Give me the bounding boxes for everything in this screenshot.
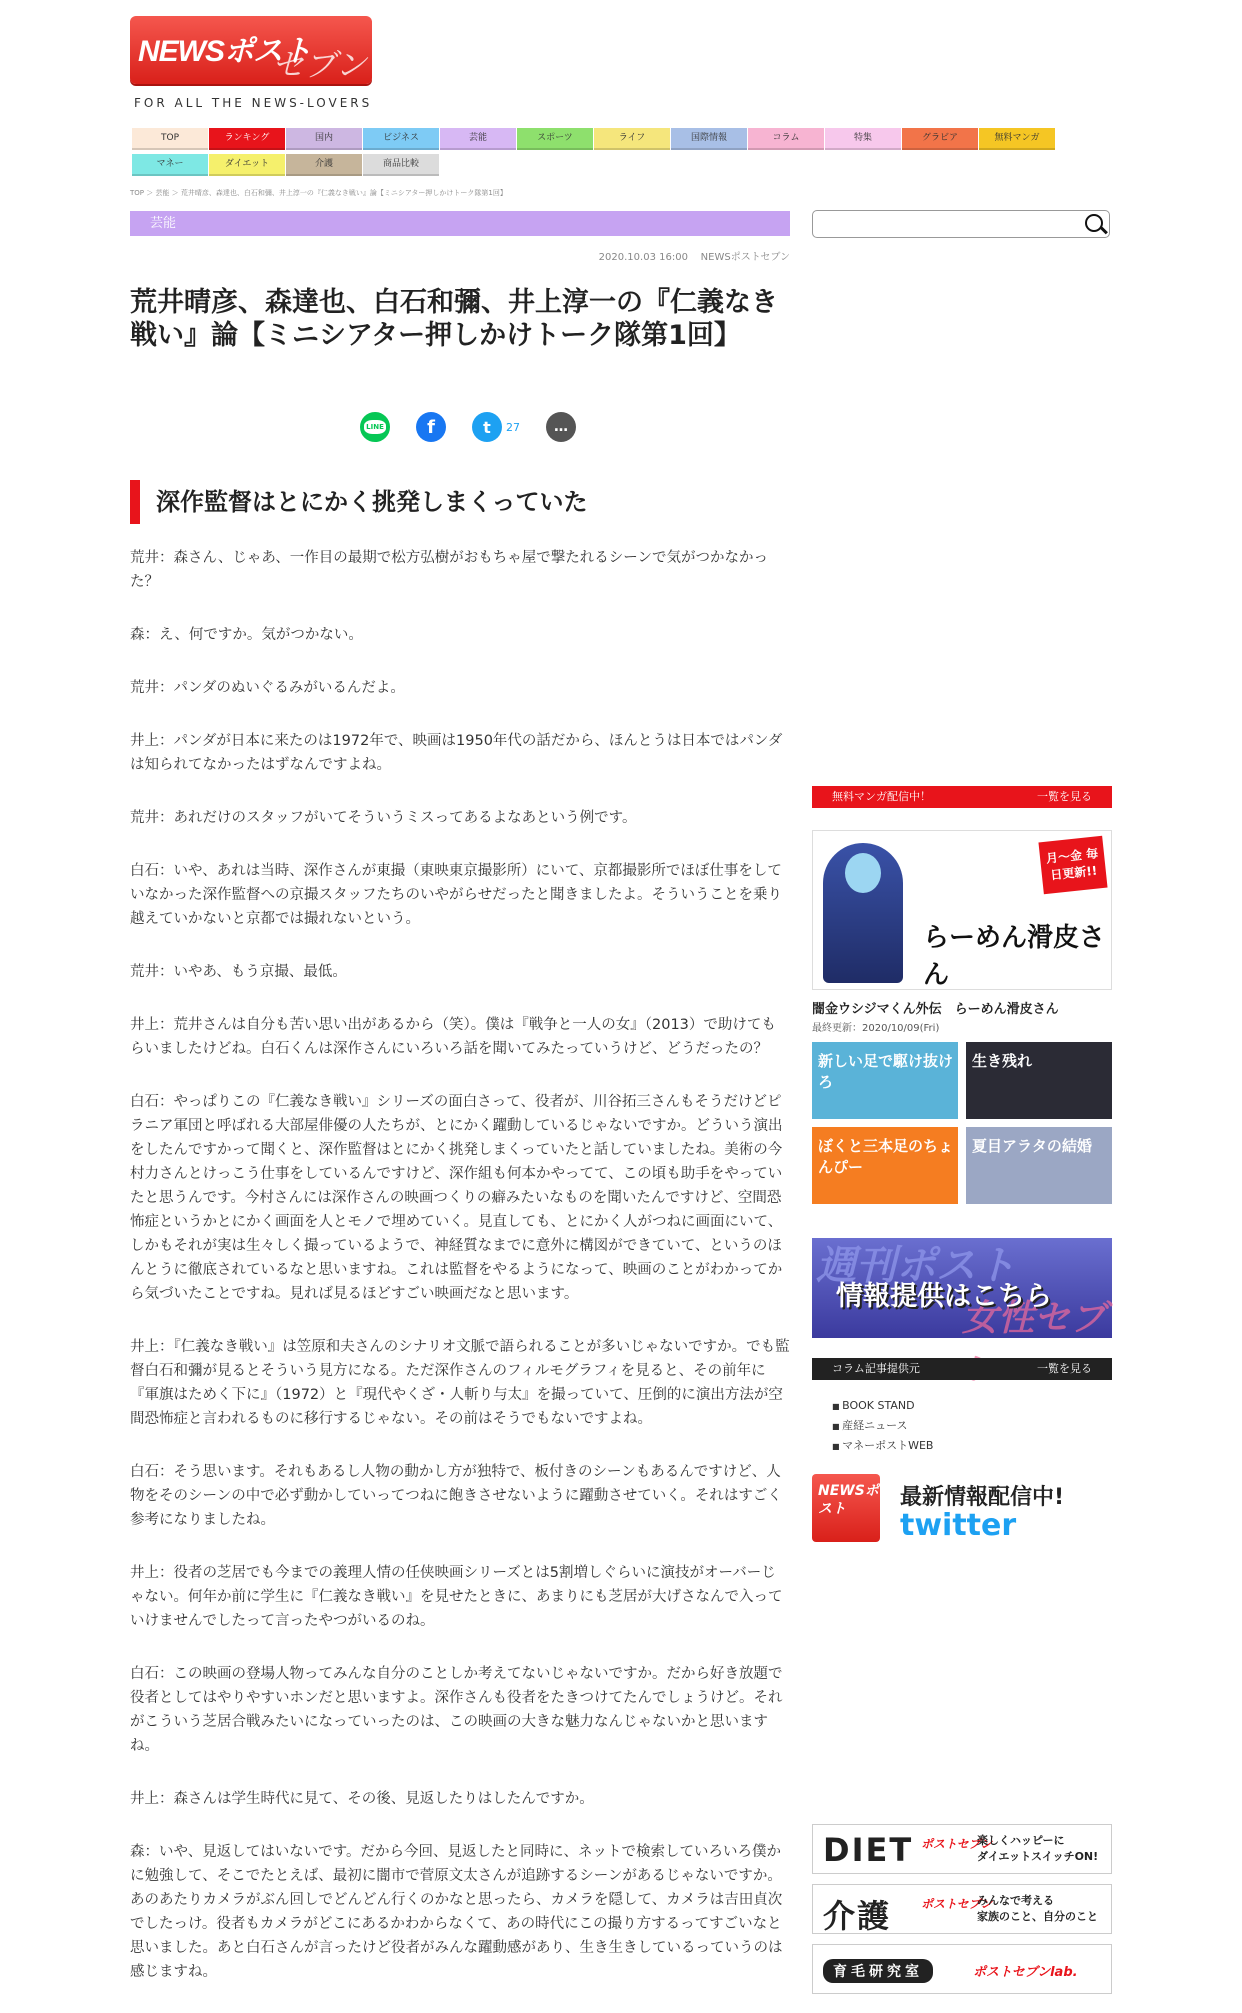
nav-item[interactable]: 特集 xyxy=(825,128,901,150)
facebook-icon: f xyxy=(427,416,435,438)
category-nav-row-1 xyxy=(132,128,1057,150)
kaigo-banner-sub: みんなで考える 家族のこと、自分のこと xyxy=(977,1894,1098,1923)
nav-item[interactable]: ビジネス xyxy=(363,128,439,150)
manga-header-label: 無料マンガ配信中！ xyxy=(832,790,931,803)
article-paragraph: 井上：森さんは学生時代に見て、その後、見返したりはしたんですか。 xyxy=(130,1791,594,1807)
article-body xyxy=(130,546,790,2013)
manga-character-face xyxy=(845,853,881,893)
nav-item[interactable]: ランキング xyxy=(209,128,285,150)
article-paragraph: 荒井：あれだけのスタッフがいてそういうミスってあるよなあという例です。 xyxy=(130,810,637,826)
kaigo-banner-title: 介護 xyxy=(823,1897,892,1935)
article-paragraph: 井上：役者の芝居でも今までの義理人情の任侠映画シリーズとは5割増しぐらいに演技がオーバーじゃない。何年か前に学生に『仁義なき戦い』を見せたときに、あまりにも芝居が大げさなんで入っていけませんでしたって言ったやつがいるのね。 xyxy=(130,1565,783,1629)
logo-main-text: NEWSポスト xyxy=(138,35,311,68)
manga-thumbnail-title: ぼくと三本足のちょんぴー xyxy=(818,1137,954,1176)
facebook-share-button[interactable] xyxy=(416,412,446,442)
column-more-link[interactable]: 一覧を見る xyxy=(1037,1362,1092,1375)
twitter-banner-logo: NEWSポスト xyxy=(812,1474,880,1542)
column-section-header xyxy=(812,1358,1112,1380)
manga-more-link[interactable]: 一覧を見る xyxy=(1037,790,1092,803)
article-paragraph: 荒井：パンダのぬいぐるみがいるんだよ。 xyxy=(130,680,405,696)
line-share-button[interactable] xyxy=(360,412,390,442)
site-logo[interactable] xyxy=(130,16,372,84)
logo-sub-text: セブン xyxy=(272,47,367,83)
article-paragraph: 森：いや、見返してはいないです。だから今回、見返したと同時に、ネットで検索していろいろ僕かに勉強して、そこでたとえば、最初に闇市で菅原文太さんが追跡するシーンがあるじゃないですか。あのあたりカメラがぶん回しでどんどん行くのかなと思ったら、カメラを隠して、カメラは吉田貞次でしたっけ。役者もカメラがどこにあるかわからなくて、あの時代にこの撮り方するってすごいなと思いました。あと白石さんが言ったけど役者がみんな躍動感があり、生き生きしているっていうのは感じますね。 xyxy=(130,1844,783,1980)
article-paragraph: 荒井：森さん、じゃあ、一作目の最期で松方弘樹がおもちゃ屋で撃たれるシーンで気がつかなかった？ xyxy=(130,550,768,590)
category-bar: 芸能 xyxy=(130,211,790,236)
manga-feature-title: らーめん滑皮さん xyxy=(923,923,1106,990)
category-nav xyxy=(132,128,1057,180)
manga-update-badge: 月～金 毎日更新!! xyxy=(1038,836,1107,894)
twitter-banner-line1: 最新情報配信中! xyxy=(900,1485,1065,1510)
article-paragraph: 森：え、何ですか。気がつかない。 xyxy=(130,627,363,643)
manga-thumbnail-title: 新しい足で駆け抜けろ xyxy=(818,1052,954,1091)
nav-item[interactable]: スポーツ xyxy=(517,128,593,150)
nav-item[interactable]: ダイエット xyxy=(209,154,285,176)
twitter-banner[interactable] xyxy=(812,1474,1112,1544)
kaigo-banner-brand: ポストセブン xyxy=(921,1897,993,1911)
column-source-link[interactable]: ■ BOOK STAND xyxy=(832,1396,933,1416)
article-paragraph: 井上：『仁義なき戦い』は笠原和夫さんのシナリオ文脈で語られることが多いじゃないですか。でも監督白石和彌が見るとそういう見方になる。ただ深作さんのフィルモグラフィを見ると、その前年に『軍旗はためく下に』（1972）と『現代やくざ・人斬り与太』を撮っていて、圧倒的に演出方法が空間恐怖症と言われるものに移行するじゃない。その前はそうでもないですよね。 xyxy=(130,1339,790,1427)
manga-thumbnails xyxy=(812,1042,1112,1204)
diet-banner-sub: 楽しくハッピーに ダイエットスイッチON! xyxy=(977,1834,1099,1863)
manga-thumbnail[interactable] xyxy=(966,1042,1112,1119)
diet-banner-brand: ポストセブン xyxy=(921,1837,993,1851)
info-submission-banner[interactable] xyxy=(812,1238,1112,1338)
article-meta xyxy=(599,248,790,263)
info-banner-bg-text-2: 女性セブ xyxy=(962,1298,1107,1339)
article-paragraph: 白石：いや、あれは当時、深作さんが東撮（東映東京撮影所）にいて、京都撮影所でほぼ仕事をしていなかった深作監督への京撮スタッフたちのいやがらせだったと聞きましたよ。そういうことを乗り越えていかないと京都では撮れないという。 xyxy=(130,863,783,927)
twitter-banner-line2: twitter xyxy=(900,1508,1017,1543)
comment-button[interactable] xyxy=(546,412,576,442)
nav-item[interactable]: マネー xyxy=(132,154,208,176)
diet-banner-title: DIET xyxy=(823,1831,914,1869)
column-source-link[interactable]: ■ 産経ニュース xyxy=(832,1416,933,1436)
twitter-share-button[interactable] xyxy=(472,412,502,442)
info-banner-main-text: 情報提供はこちら xyxy=(836,1281,1052,1312)
manga-section-header xyxy=(812,786,1112,808)
manga-thumbnail-title: 生き残れ xyxy=(972,1052,1033,1070)
nav-item[interactable]: 国内 xyxy=(286,128,362,150)
manga-caption[interactable]: 闇金ウシジマくん外伝 らーめん滑皮さん xyxy=(812,1002,1059,1017)
category-nav-row-2 xyxy=(132,154,1057,176)
manga-thumbnail[interactable] xyxy=(966,1127,1112,1204)
twitter-icon: t xyxy=(483,417,491,437)
share-buttons xyxy=(360,412,602,442)
article-paragraph: 白石：そう思います。それもあるし人物の動かし方が独特で、板付きのシーンもあるんですけど、人物をそのシーンの中で必ず動かしていってつねに飽きさせないように躍動させていく。それはすごく参考になりましたね。 xyxy=(130,1464,782,1528)
twitter-share-count: 27 xyxy=(506,420,520,434)
column-source-list xyxy=(832,1396,933,1456)
nav-item[interactable]: 無料マンガ xyxy=(979,128,1055,150)
nav-item[interactable]: TOP xyxy=(132,128,208,150)
site-tagline: FOR ALL THE NEWS-LOVERS xyxy=(134,96,373,110)
nav-item[interactable]: グラビア xyxy=(902,128,978,150)
article-paragraph: 白石：やっぱりこの『仁義なき戦い』シリーズの面白さって、役者が、川谷拓三さんもそうだけどピラニア軍団と呼ばれる大部屋俳優の人たちが、とにかく躍動しているじゃないですか。どういう演出をしたんですかって聞くと、深作監督はとにかく挑発しまくっていたと話していましたね。美術の今村力さんとけっこう仕事をしているんですけど、深作組も何本かやってて、この頃も助手をやっていたと思うんです。今村さんには深作さんの映画つくりの癖みたいなものを聞いたんですけど、空間恐怖症というかとにかく画面を人とモノで埋めていく。見直しても、とにかく人がつねに画面にいて、しかもそれが実は生々しく撮っているようで、神経質なまでに意外に構図ができていて、というのほんとうに徹底されているなと思いますね。これは監督をやるようになって、映画のことがわかってから気づいたことですね。見れば見るほどすごい映画だなと思います。 xyxy=(130,1094,783,1302)
article-title: 荒井晴彦、森達也、白石和彌、井上淳一の『仁義なき戦い』論【ミニシアター押しかけトーク隊第1回】 xyxy=(130,287,778,351)
search-icon[interactable] xyxy=(1085,214,1103,232)
article-date: 2020.10.03 16:00 xyxy=(598,252,688,263)
nav-item[interactable]: 芸能 xyxy=(440,128,516,150)
comment-icon: … xyxy=(554,419,568,435)
article-paragraph: 井上：パンダが日本に来たのは1972年で、映画は1950年代の話だから、ほんとうは日本ではパンダは知られてなかったはずなんですよね。 xyxy=(130,733,783,773)
breadcrumb[interactable]: TOP ＞ 芸能 ＞ 荒井晴彦、森達也、白石和彌、井上淳一の『仁義なき戦い』論【ミニシアター押しかけトーク隊第1回】 xyxy=(130,189,507,197)
ikumou-banner[interactable] xyxy=(812,1944,1112,1994)
article-paragraph: 井上：荒井さんは自分も苦い思い出があるから（笑）。僕は『戦争と一人の女』（2013）で助けてもらいましたけどね。白石くんは深作さんにいろいろ話を聞いてみたっていうけど、どうだったの？ xyxy=(130,1017,776,1057)
manga-feature-banner[interactable] xyxy=(812,830,1112,990)
article-paragraph: 荒井：いやあ、もう京撮、最低。 xyxy=(130,964,347,980)
manga-thumbnail[interactable] xyxy=(812,1042,958,1119)
nav-item[interactable]: ライフ xyxy=(594,128,670,150)
info-banner-bg-text: 週刊ポスト xyxy=(816,1243,1016,1289)
column-source-link[interactable]: ■ マネーポストWEB xyxy=(832,1436,933,1456)
nav-item[interactable]: 商品比較 xyxy=(363,154,439,176)
diet-banner[interactable] xyxy=(812,1824,1112,1874)
article-paragraph: 白石：この映画の登場人物ってみんな自分のことしか考えてないじゃないですか。だから好き放題で役者としてはやりやすいホンだと思いますよ。深作さんも役者をたきつけてたんでしょうけど。それがこういう芝居合戦みたいになっていったのは、この映画の大きな魅力なんじゃないかと思いますね。 xyxy=(130,1666,783,1754)
nav-item[interactable]: 介護 xyxy=(286,154,362,176)
ikumou-banner-brand: ポストセブンlab. xyxy=(973,1965,1078,1980)
ikumou-banner-title: 育毛研究室 xyxy=(823,1959,933,1983)
line-icon: LINE xyxy=(364,420,386,434)
search-input[interactable] xyxy=(812,210,1110,238)
nav-item[interactable]: 国際情報 xyxy=(671,128,747,150)
kaigo-banner[interactable] xyxy=(812,1884,1112,1934)
article-source: NEWSポストセブン xyxy=(700,252,790,263)
manga-thumbnail[interactable] xyxy=(812,1127,958,1204)
manga-thumbnail-title: 夏目アラタの結婚 xyxy=(972,1137,1092,1155)
nav-item[interactable]: コラム xyxy=(748,128,824,150)
manga-updated: 最終更新：2020/10/09(Fri) xyxy=(812,1023,940,1034)
column-header-label: コラム記事提供元 xyxy=(832,1362,920,1375)
section-heading: 深作監督はとにかく挑発しまくっていた xyxy=(130,480,790,524)
